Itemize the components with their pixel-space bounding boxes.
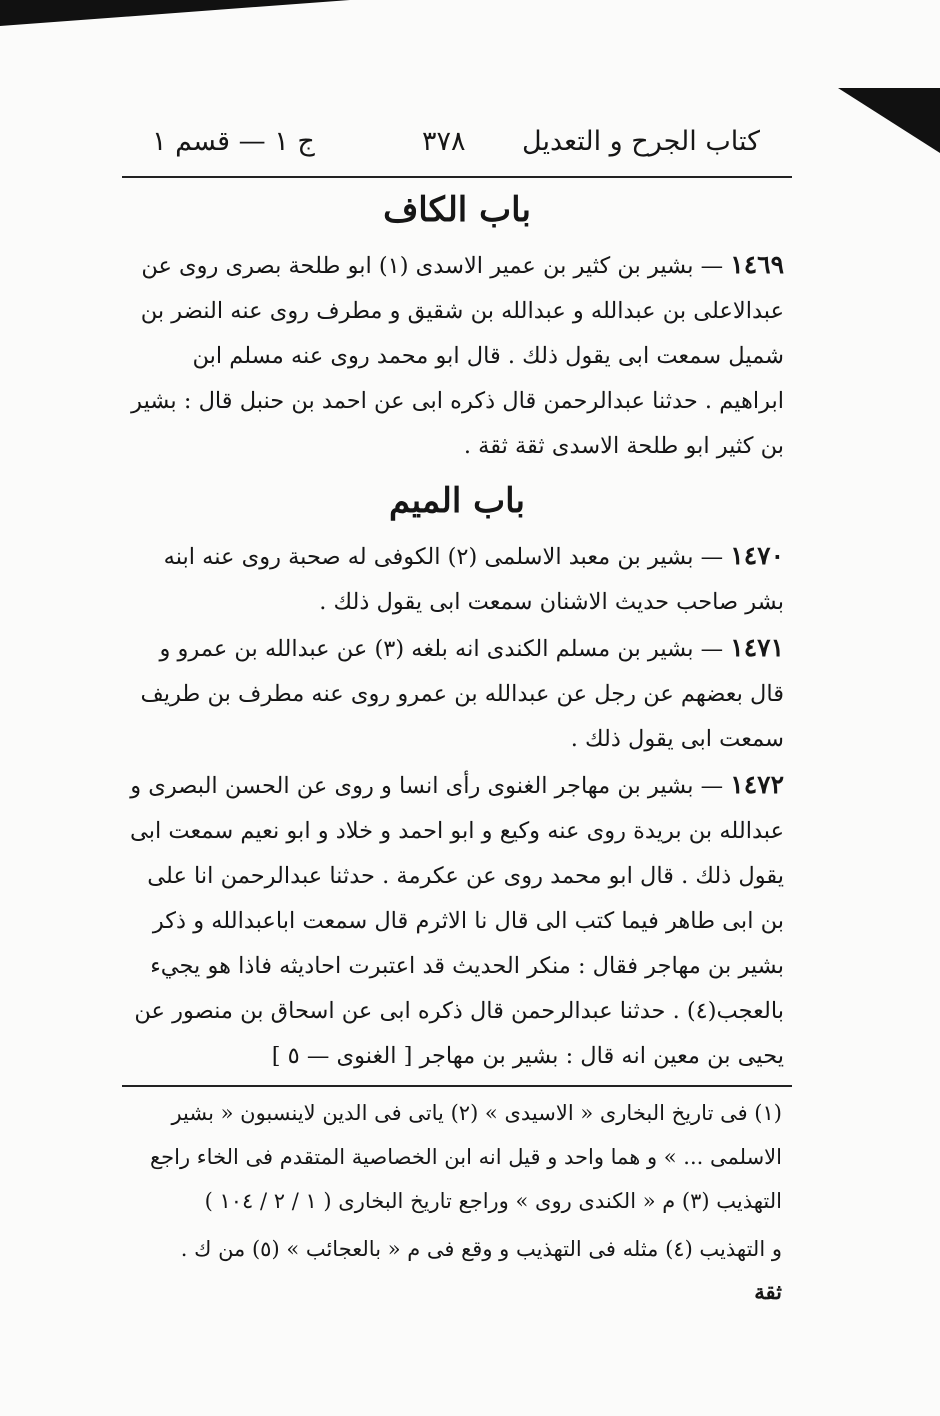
section-heading-kaf: باب الكاف (383, 190, 531, 230)
scan-corner-mark-top-left (0, 0, 350, 26)
catchword: ثقة (754, 1279, 782, 1304)
entry-number: ١٤٧٢ (730, 770, 784, 799)
entry-1471: ١٤٧١ — بشير بن مسلم الكندى انه بلغه (٣) عن عبدالله بن عمرو و قال بعضهم عن رجل عن عبدالله بن عمرو روى عنه مطرف بن طريف سمعت ابى يقول ذلك . (140, 633, 784, 752)
entry-text: بشير بن مسلم الكندى انه بلغه (٣) عن عبدالله بن عمرو و قال بعضهم عن رجل عن عبدالله بن عمرو روى عنه مطرف بن طريف سمعت ابى يقول ذلك . (140, 636, 784, 752)
section-heading-mim: باب الميم (388, 481, 526, 521)
running-header (122, 118, 792, 170)
entry-number: ١٤٧٠ (730, 541, 784, 570)
entry-number: ١٤٧١ (730, 633, 784, 662)
entry-text: بشير بن معبد الاسلمى (٢) الكوفى له صحبة روى عنه ابنه بشر صاحب حديث الاشنان سمعت ابى يقول ذلك . (163, 544, 784, 615)
book-page (122, 118, 792, 1304)
entry-1469: ١٤٦٩ — بشير بن كثير بن عمير الاسدى (١) ابو طلحة بصرى روى عن عبدالاعلى بن عبدالله و عبدالله بن شقيق و مطرف روى عنه النضر بن شميل سمعت ابى يقول ذلك . قال ابو محمد روى عنه مسلم ابن ابراهيم . حدثنا عبدالرحمن قال ذكره ابى عن احمد بن حنبل قال : بشير بن كثير ابو طلحة الاسدى ثقة ثقة . (131, 250, 784, 459)
page-number: ٣٧٨ (422, 126, 466, 157)
entry-1470: ١٤٧٠ — بشير بن معبد الاسلمى (٢) الكوفى له صحبة روى عنه ابنه بشر صاحب حديث الاشنان سمعت ابى يقول ذلك . (163, 541, 784, 615)
entry-text: بشير بن كثير بن عمير الاسدى (١) ابو طلحة بصرى روى عن عبدالاعلى بن عبدالله و عبدالله بن شقيق و مطرف روى عنه النضر بن شميل سمعت ابى يقول ذلك . قال ابو محمد روى عنه مسلم ابن ابراهيم . حدثنا عبدالرحمن قال ذكره ابى عن احمد بن حنبل قال : بشير بن كثير ابو طلحة الاسدى ثقة ثقة . (131, 253, 784, 459)
entry-number: ١٤٦٩ (730, 250, 784, 279)
scan-corner-mark-top-right (838, 88, 940, 153)
book-title: كتاب الجرح و التعديل (522, 126, 760, 157)
volume-part: ج ١ — قسم ١ (152, 126, 315, 157)
entry-1472: ١٤٧٢ — بشير بن مهاجر الغنوى رأى انسا و روى عن الحسن البصرى و عبدالله بن بريدة روى عنه وكيع و ابو احمد و خلاد و ابو نعيم سمعت ابى يقول ذلك . قال ابو محمد روى عن عكرمة . حدثنا عبدالرحمن انا على بن ابى طاهر فيما كتب الى قال نا الاثرم قال سمعت اباعبدالله و ذكر بشير بن مهاجر فقال : منكر الحديث قد اعتبرت احاديثه فاذا هو يجيء بالعجب(٤) . حدثنا عبدالرحمن قال ذكره ابى عن اسحاق بن منصور عن يحيى بن معين انه قال : بشير بن مهاجر [ الغنوى — ٥ ] (130, 770, 784, 1069)
footnote-line: (١) فى تاريخ البخارى « الاسيدى » (٢) ياتى فى الدين لاينسبون « بشير الاسلمى ... » و هما واحد و قيل انه ابن الخصاصية المتقدم فى الخاء راجع التهذيب (٣) م « الكندى روى » وراجع تاريخ البخارى ( ١ / ٢ / ١٠٤ ) (149, 1101, 782, 1213)
entry-text: بشير بن مهاجر الغنوى رأى انسا و روى عن الحسن البصرى و عبدالله بن بريدة روى عنه وكيع و ابو احمد و خلاد و ابو نعيم سمعت ابى يقول ذلك . قال ابو محمد روى عن عكرمة . حدثنا عبدالرحمن انا على بن ابى طاهر فيما كتب الى قال نا الاثرم قال سمعت اباعبدالله و ذكر بشير بن مهاجر فقال : منكر الحديث قد اعتبرت احاديثه فاذا هو يجيء بالعجب(٤) . حدثنا عبدالرحمن قال ذكره ابى عن اسحاق بن منصور عن يحيى بن معين انه قال : بشير بن مهاجر [ الغنوى — ٥ ] (130, 773, 784, 1069)
footnote-line: و التهذيب (٤) مثله فى التهذيب و وقع فى م « بالعجائب » (٥) من ك . (180, 1237, 782, 1261)
